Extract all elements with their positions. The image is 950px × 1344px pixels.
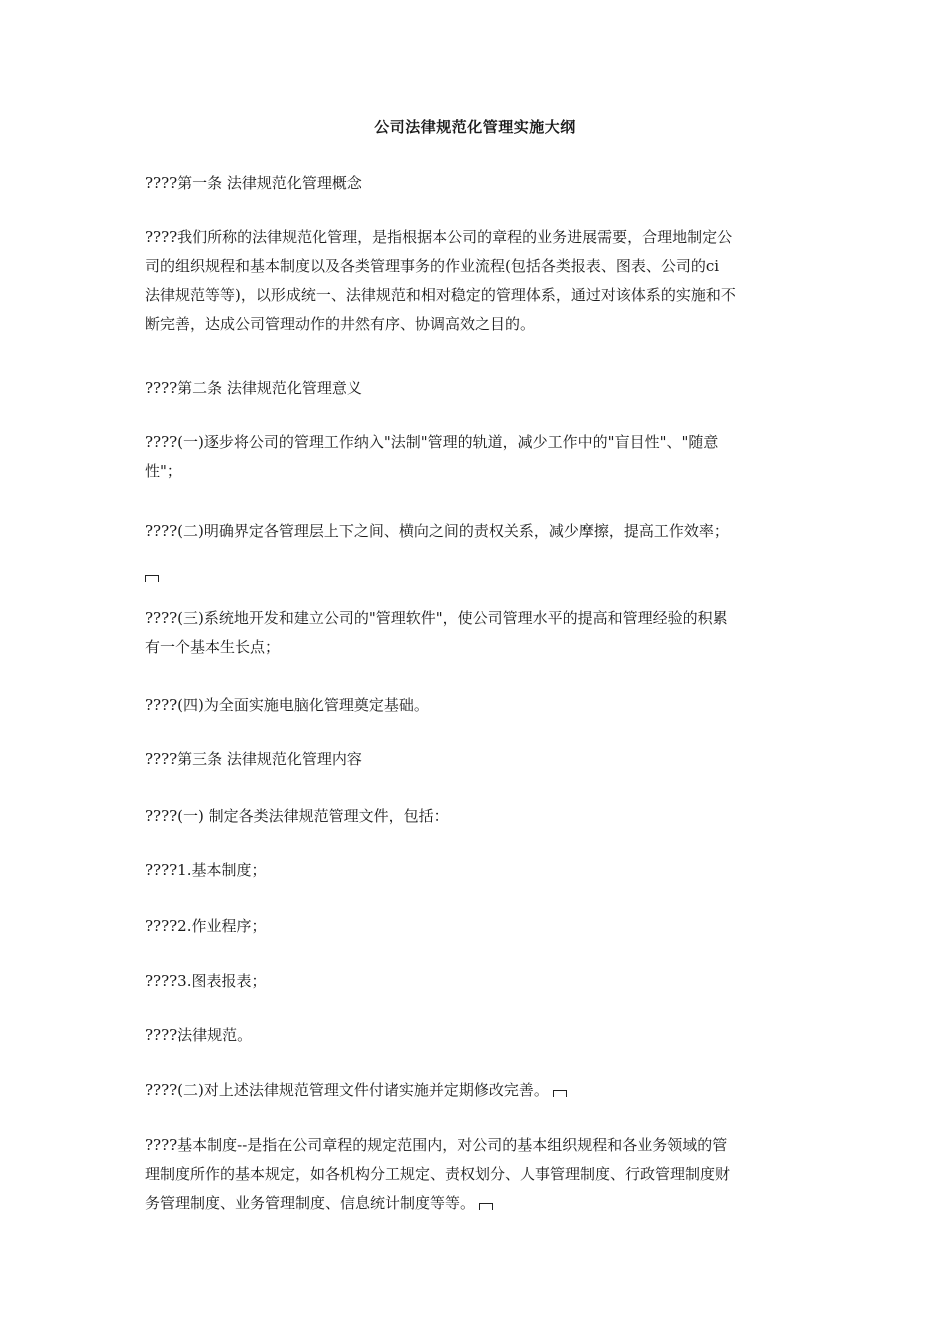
text-line: 务管理制度、业务管理制度、信息统计制度等等。 (145, 1189, 810, 1218)
paragraph-basic-system-definition (145, 1131, 810, 1218)
paragraph-definition (145, 223, 810, 339)
text-line: ????基本制度--是指在公司章程的规定范围内，对公司的基本组织规程和各业务领域的管 (145, 1136, 728, 1154)
text-line: ????法律规范。 (145, 1026, 253, 1044)
paragraph-significance-3 (145, 604, 810, 662)
list-item-reports (145, 967, 810, 996)
text-line: ????第二条 法律规范化管理意义 (145, 379, 362, 397)
list-item-basic-system (145, 856, 810, 885)
paragraph-significance-4 (145, 691, 810, 720)
paragraph-content-2 (145, 1076, 810, 1105)
text-line: 法律规范等等)，以形成统一、法律规范和相对稳定的管理体系，通过对该体系的实施和不 (145, 286, 736, 304)
text-line: ????(三)系统地开发和建立公司的"管理软件"，使公司管理水平的提高和管理经验的积累 (145, 609, 728, 627)
text-line: 有一个基本生长点； (145, 638, 281, 656)
text-line: ????1.基本制度； (145, 861, 267, 879)
text-line: ????(一)逐步将公司的管理工作纳入"法制"管理的轨道，减少工作中的"盲目性"、"随意 (145, 433, 719, 451)
article-3-heading (145, 745, 810, 774)
article-2-heading (145, 374, 810, 403)
text-line: 性"； (145, 462, 182, 480)
list-item-procedure (145, 912, 810, 941)
paragraph-mark-icon (145, 565, 159, 584)
paragraph-mark-icon (553, 1090, 567, 1097)
text-line: 理制度所作的基本规定，如各机构分工规定、责权划分、人事管理制度、行政管理制度财 (145, 1165, 731, 1183)
paragraph-content-1 (145, 802, 810, 831)
text-line: 司的组织规程和基本制度以及各类管理事务的作业流程(包括各类报表、图表、公司的ci (145, 257, 720, 275)
text-line: ????第三条 法律规范化管理内容 (145, 750, 362, 768)
text-line: ????我们所称的法律规范化管理，是指根据本公司的章程的业务进展需要，合理地制定公 (145, 228, 733, 246)
text-line: ????2.作业程序； (145, 917, 267, 935)
text-line: ????第一条 法律规范化管理概念 (145, 174, 362, 192)
paragraph-mark-icon (479, 1203, 493, 1210)
text-line: ????(二)明确界定各管理层上下之间、横向之间的责权关系，减少摩擦，提高工作效率； (145, 522, 729, 540)
article-1-heading (145, 169, 810, 198)
document-title: 公司法律规范化管理实施大纲 (374, 118, 576, 136)
paragraph-significance-2 (145, 517, 810, 546)
text-line: 断完善，达成公司管理动作的井然有序、协调高效之目的。 (145, 315, 536, 333)
list-item-norms (145, 1021, 810, 1050)
text-line: ????(四)为全面实施电脑化管理奠定基础。 (145, 696, 429, 714)
text-line: ????(一) 制定各类法律规范管理文件，包括： (145, 807, 449, 825)
text-line: ????3.图表报表； (145, 972, 267, 990)
paragraph-significance-1 (145, 428, 810, 486)
text-line: ????(二)对上述法律规范管理文件付诸实施并定期修改完善。 (145, 1076, 810, 1105)
